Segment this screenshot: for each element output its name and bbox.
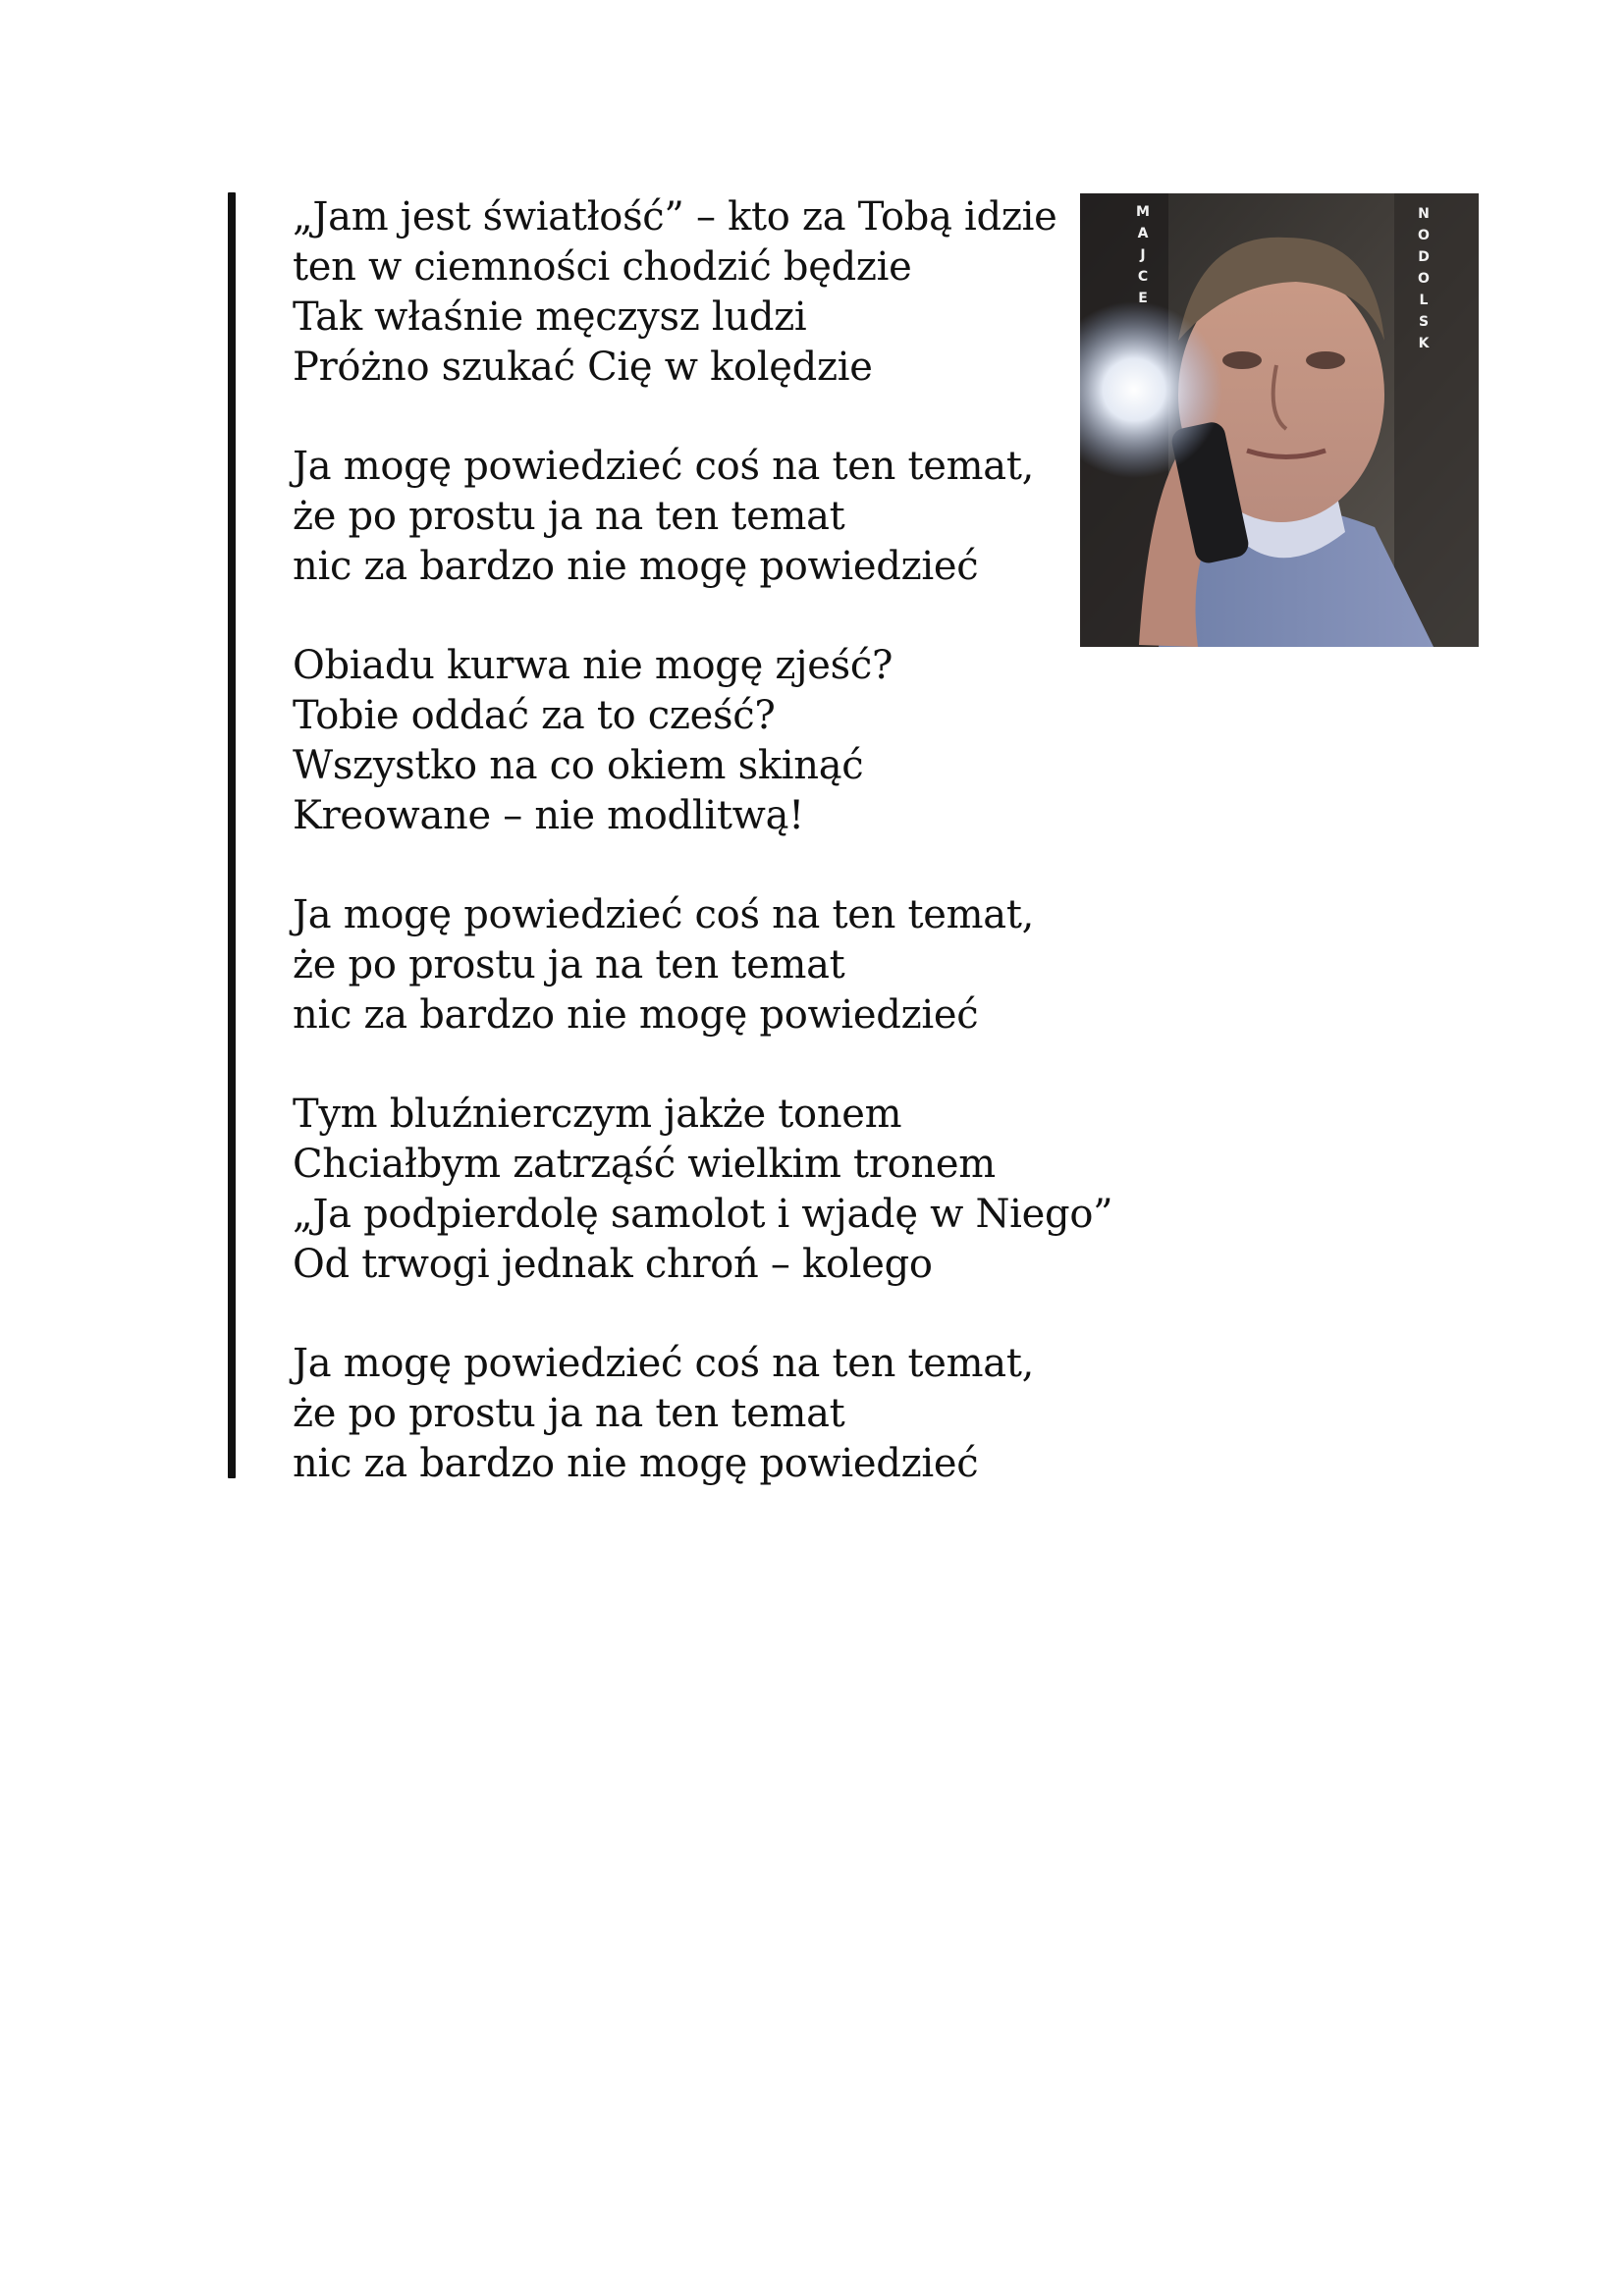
poem-line: nic za bardzo nie mogę powiedzieć (293, 544, 979, 589)
photo-left-lettering: M A J C E (1136, 204, 1150, 306)
poem-line: Wszystko na co okiem skinąć (293, 743, 864, 788)
photo-right-lettering: N O D O L S K (1418, 206, 1430, 351)
refrain-stanza (293, 442, 1098, 592)
stanza (293, 1090, 1113, 1290)
stanza (293, 641, 1098, 841)
poem-line: Tym bluźnierczym jakże tonem (293, 1092, 902, 1137)
poem-line: ten w ciemności chodzić będzie (293, 244, 912, 290)
refrain-stanza (293, 1339, 1098, 1489)
poem-line: Obiadu kurwa nie mogę zjeść? (293, 643, 893, 688)
poem-line: nic za bardzo nie mogę powiedzieć (293, 1441, 979, 1486)
poem-text (293, 192, 1113, 1538)
stanza (293, 192, 1098, 393)
poem-line: Ja mogę powiedzieć coś na ten temat, (293, 444, 1035, 489)
vertical-margin-rule (228, 192, 236, 1478)
poem-line: Ja mogę powiedzieć coś na ten temat, (293, 892, 1035, 937)
poem-line: nic za bardzo nie mogę powiedzieć (293, 992, 979, 1038)
poem-line: Tak właśnie męczysz ludzi (293, 294, 807, 340)
poem-line: Ja mogę powiedzieć coś na ten temat, (293, 1341, 1035, 1386)
poem-line: że po prostu ja na ten temat (293, 1391, 845, 1436)
portrait-photo (1080, 193, 1479, 647)
poem-line: że po prostu ja na ten temat (293, 494, 845, 539)
poem-line: „Jam jest światłość” – kto za Tobą idzie (293, 194, 1057, 240)
poem-line: Tobie oddać za to cześć? (293, 693, 776, 738)
poem-line: Od trwogi jednak chroń – kolego (293, 1242, 933, 1287)
refrain-stanza (293, 890, 1098, 1041)
poem-line: „Ja podpierdolę samolot i wjadę w Niego” (293, 1192, 1113, 1237)
poem-line: Kreowane – nie modlitwą! (293, 793, 804, 838)
poem-line: że po prostu ja na ten temat (293, 942, 845, 988)
poem-line: Chciałbym zatrząść wielkim tronem (293, 1142, 996, 1187)
poem-line: Próżno szukać Cię w kolędzie (293, 345, 873, 390)
